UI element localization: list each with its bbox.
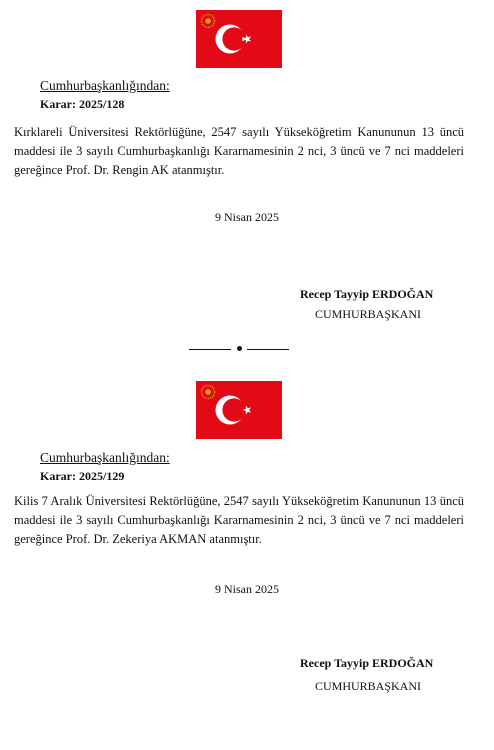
decision-number: Karar: 2025/129 [40, 469, 125, 483]
decision-date: 9 Nisan 2025 [215, 210, 279, 224]
decision-body: Kırklareli Üniversitesi Rektörlüğüne, 2547 sayılı Yükseköğretim Kanununun 13 üncü maddesi ile 3 sayılı Cumhurbaşkanlığı Kararnamesinin 2 nci, 3 üncü ve 7 nci maddeleri gereğince Prof. Dr. Rengin AK atanmıştır. [14, 125, 464, 177]
signer-title: CUMHURBAŞKANI [315, 307, 422, 321]
signer-name: Recep Tayyip ERDOĞAN [300, 287, 434, 301]
signer-name: Recep Tayyip ERDOĞAN [300, 656, 434, 670]
separator-line-right [247, 349, 289, 350]
decision-number: Karar: 2025/128 [40, 97, 125, 111]
signer-title: CUMHURBAŞKANI [315, 679, 422, 693]
presidential-seal-icon [200, 384, 216, 400]
separator-line-left [189, 349, 231, 350]
decision-date: 9 Nisan 2025 [215, 582, 279, 596]
issuer-heading: Cumhurbaşkanlığından: [40, 450, 170, 465]
decision-2 [0, 370, 494, 750]
turkish-flag-icon [196, 10, 282, 68]
issuer-heading: Cumhurbaşkanlığından: [40, 78, 170, 93]
decision-body: Kilis 7 Aralık Üniversitesi Rektörlüğüne, 2547 sayılı Yükseköğretim Kanununun 13 üncü maddesi ile 3 sayılı Cumhurbaşkanlığı Kararnamesinin 2 nci, 3 üncü ve 7 nci maddeleri gereğince Prof. Dr. Zekeriya AKMAN atanmıştır. [14, 494, 464, 546]
decision-1 [0, 0, 494, 340]
separator-dot [237, 346, 242, 351]
presidential-seal-icon [200, 13, 216, 29]
turkish-flag-icon [196, 381, 282, 439]
section-separator [189, 343, 289, 355]
